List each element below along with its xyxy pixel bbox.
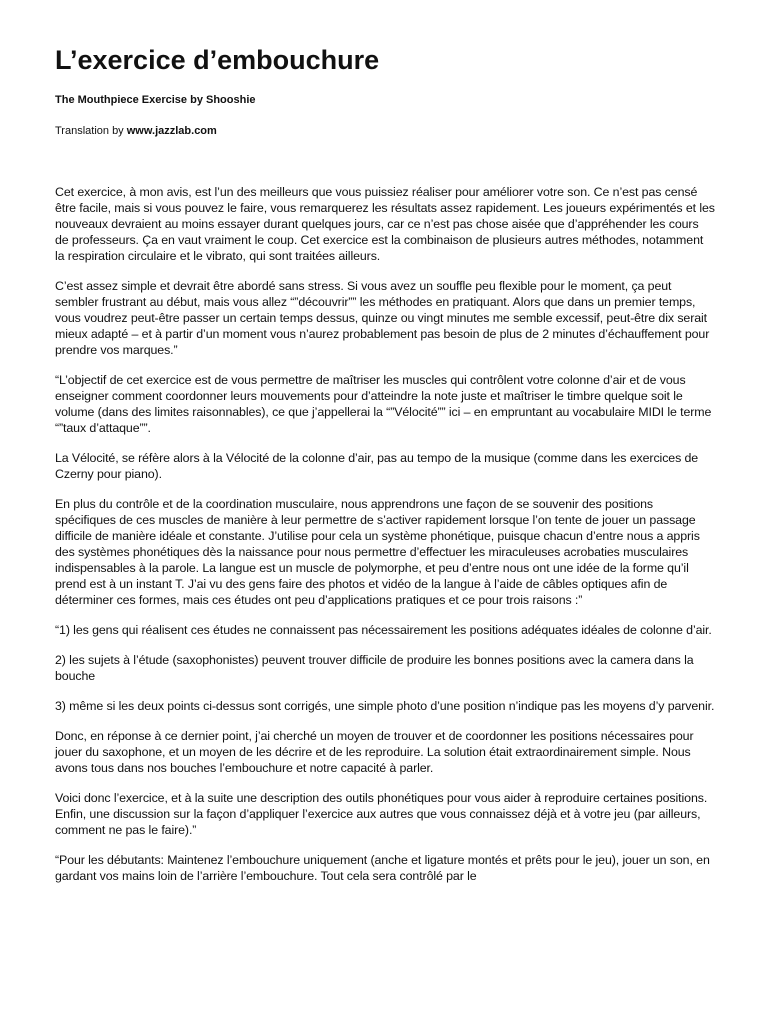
body-paragraph: 3) même si les deux points ci-dessus sont corrigés, une simple photo d’une position n’indique pas les moyens d’y parvenir.: [55, 699, 715, 713]
body-paragraph: La Vélocité, se réfère alors à la Vélocité de la colonne d’air, pas au tempo de la musique (comme dans les exercices de Czerny pour piano).: [55, 451, 699, 481]
body-paragraph: “L’objectif de cet exercice est de vous permettre de maîtriser les muscles qui contrôlent votre colonne d’air et de vous enseigner comment coordonner leurs mouvements pour d’atteindre la note juste et maîtriser le timbre quelque soit le volume (dans des limites raisonnables), ce que j’appellerai la “”Vélocité”” ici – en empruntant au vocabulaire MIDI le terme “”taux d’attaque””.: [55, 373, 712, 435]
document-subtitle: The Mouthpiece Exercise by Shooshie: [55, 94, 256, 106]
translation-site-link[interactable]: www.jazzlab.com: [126, 125, 217, 137]
translation-prefix: Translation by: [55, 125, 127, 137]
translation-credit: [55, 124, 217, 138]
body-paragraph: 2) les sujets à l’étude (saxophonistes) peuvent trouver difficile de produire les bonnes positions avec la camera dans la bouche: [55, 653, 694, 683]
body-paragraph: “1) les gens qui réalisent ces études ne connaissent pas nécessairement les positions adéquates idéales de colonne d’air.: [55, 623, 712, 637]
body-paragraph: Voici donc l’exercice, et à la suite une description des outils phonétiques pour vous aider à reproduire certaines positions. Enfin, une discussion sur la façon d’appliquer l’exercice aux autres que vous connaissez déjà et à votre jeu (par ailleurs, comment ne pas le faire).”: [55, 791, 708, 837]
body-paragraph: En plus du contrôle et de la coordination musculaire, nous apprendrons une façon de se souvenir des positions spécifiques de ces muscles de manière à leur permettre de s’activer rapidement lorsque l’on tente de jouer un passage difficile de manière idéale et constante. J’utilise pour cela un système phonétique, puisque chacun d’entre nous a appris des systèmes phonétiques dès la naissance pour nous permettre d’effectuer les miraculeuses acrobaties musculaires indispensables à la parole. La langue est un muscle de polymorphe, et peu d’entre nous ont une idée de la forme qu’il prend est à un instant T. J’ai vu des gens faire des photos et vidéo de la langue à l’aide de câbles optiques afin de déterminer ces formes, mais ces études ont peu d’applications pratiques et ce pour trois raisons :”: [55, 497, 700, 607]
document-body: [55, 184, 715, 898]
body-paragraph: Cet exercice, à mon avis, est l’un des meilleurs que vous puissiez réaliser pour améliorer votre son. Ce n’est pas censé être facile, mais si vous pouvez le faire, vous remarquerez les résultats assez rapidement. Les joueurs expérimentés et les nouveaux devraient au moins essayer durant quelques jours, car ce n’est pas chose aisée que d’appréhender les cours de professeurs. Ça en vaut vraiment le coup. Cet exercice est la combinaison de plusieurs autres méthodes, notamment la respiration circulaire et le vibrato, qui sont traitées ailleurs.: [55, 185, 715, 263]
body-paragraph: C’est assez simple et devrait être abordé sans stress. Si vous avez un souffle peu flexible pour le moment, ça peut sembler frustrant au début, mais vous allez “”découvrir”” les méthodes en pratiquant. Alors que dans un premier temps, vous voudrez peut-être passer un certain temps dessus, quinze ou vingt minutes me semble excessif, peut-être dix serait mieux adapté – et à partir d’un moment vous n’aurez probablement pas besoin de plus de 2 minutes d’échauffement pour prendre vos marques.”: [55, 279, 710, 357]
body-paragraph: “Pour les débutants: Maintenez l’embouchure uniquement (anche et ligature montés et prêts pour le jeu), jouer un son, en gardant vos mains loin de l’arrière l’embouchure. Tout cela sera contrôlé par le: [55, 853, 710, 883]
body-paragraph: Donc, en réponse à ce dernier point, j’ai cherché un moyen de trouver et de coordonner les positions nécessaires pour jouer du saxophone, et un moyen de les décrire et de les reproduire. La solution était extraordinairement simple. Nous avons tous dans nos bouches l’embouchure et notre capacité à parler.: [55, 729, 694, 775]
document-title: L’exercice d’embouchure: [55, 45, 380, 75]
